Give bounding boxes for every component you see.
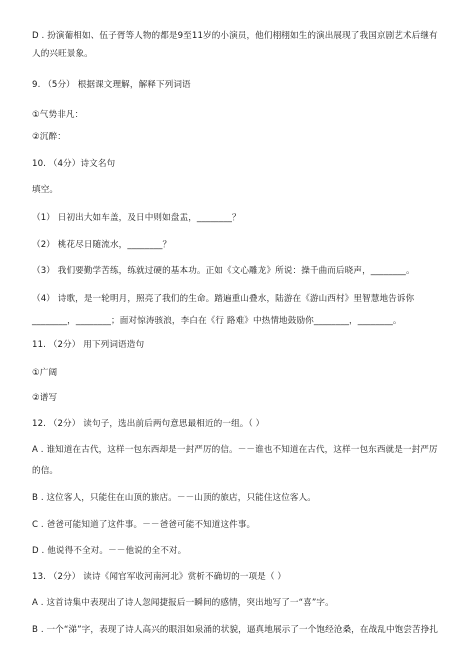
q8-option-d-line1: D . 扮演葡相如、伍子胥等人物的都是9至11岁的小演员，他们栩栩如生的演出展现了我国京剧艺术后继有 [32,31,438,41]
q9-heading: 9. （5分） 根据课文理解，解释下列词语 [32,80,191,90]
q12-option-a-line2: 的信。 [32,466,59,476]
q11-item-1: ①广阔 [32,368,58,378]
q10-item-2: （2） 桃花尽日随流水，________？ [32,240,172,250]
q12-option-a-line1: A . 谁知道在古代，这样一包东西却是一封严厉的信。－－谁也不知道在古代，这样一包东西就是一封严厉 [32,445,438,455]
q8-option-d-line2: 人的兴旺景象。 [32,49,93,59]
q13-option-b: B . 一个“涕”字，表现了诗人高兴的眼泪如泉涌的状貌，逼真地展示了一个饱经沧桑，在战乱中饱尝苦挣扎 [32,625,439,635]
q10-item-1: （1） 日初出大如车盖，及日中则如盘盂，________？ [32,213,241,223]
q13-heading: 13. （2分） 读诗《闻官军收河南河北》赏析不确切的一项是（ ） [32,572,287,582]
q13-option-a: A . 这首诗集中表现出了诗人忽闻捷报后一瞬间的感情，突出地写了一“喜”字。 [32,598,334,608]
q12-option-d: D . 他说得不全对。－－他说的全不对。 [32,546,187,556]
q9-item-2: ②沉醉： [32,132,66,142]
q10-item-4-line1: （4） 诗歌，是一轮明月，照亮了我们的生命。踏遍重山叠水，陆游在《游山西村》里智慧地告诉你 [32,294,415,304]
q9-item-1: ①气势非凡： [32,110,84,120]
q11-item-2: ②谱写 [32,393,58,403]
q12-option-c: C . 爸爸可能知道了这件事。－－爸爸可能不知道这件事。 [32,520,256,530]
q11-heading: 11. （2分） 用下列词语造句 [32,340,145,350]
q10-instruction: 填空。 [32,185,59,195]
q10-heading: 10. （4分）诗文名句 [32,159,116,169]
q10-item-3: （3） 我们要勤学苦练，练就过硬的基本功。正如《文心雕龙》所说：操千曲而后晓声，________。 [32,266,415,276]
q10-item-4-line2: ________，________；面对惊涛骇浪，李白在《行 路难》中热情地鼓励你________，________。 [32,316,402,326]
q12-heading: 12. （2分） 读句子，选出前后两句意思最相近的一组。（ ） [32,419,265,429]
q12-option-b: B . 这位客人，只能住在山顶的旅店。－－山顶的旅店，只能住这位客人。 [32,493,316,503]
